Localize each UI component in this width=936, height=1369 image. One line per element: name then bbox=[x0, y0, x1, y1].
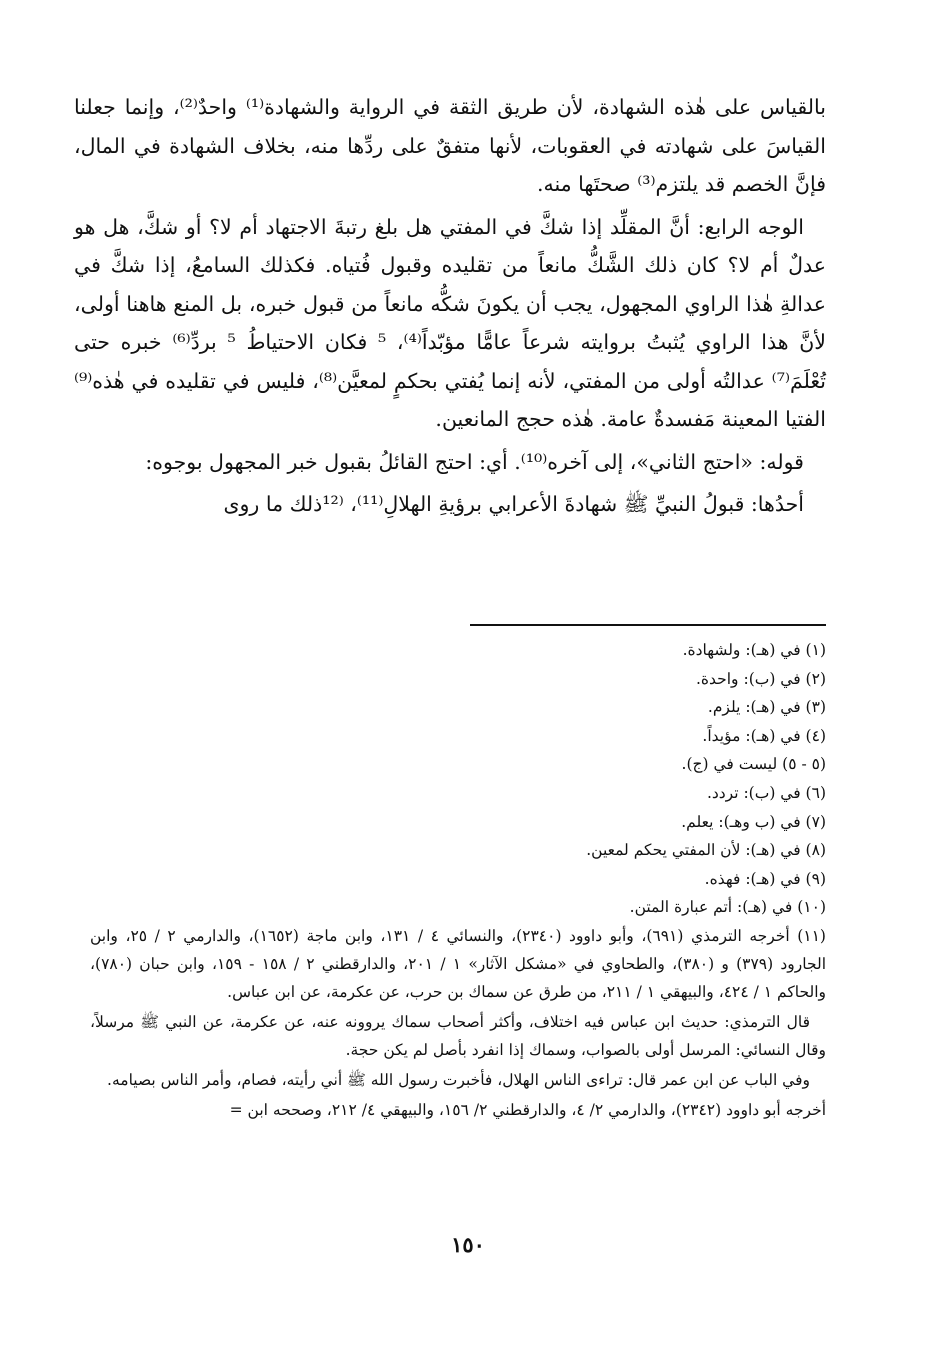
footnote-item-long: (١١) أخرجه الترمذي (٦٩١)، وأبو داوود (٢٣٤٠)، والنسائي ٤ / ١٣١، وابن ماجة (١٦٥٢)، والدارمي ٢ / ٢٥، وابن الجارود (٣٧٩) و (٣٨٠)، والطحاوي في «مشكل الآثار» ١ / ٢٠١، والدارقطني ٢ / ١٥٨ - ١٥٩، وابن حبان (٧٨٠)، والحاكم ١ / ٤٢٤، والبيهقي ١ / ٢١١، من طرق عن سماك بن حرب، عن عكرمة، عن ابن عباس. bbox=[90, 927, 827, 1001]
footnote-separator-rule bbox=[470, 624, 826, 626]
footnote-item: (٨) في (هـ): لأن المفتي يحكم لمعين. bbox=[586, 841, 826, 860]
footnote-item: (٦) في (ب): تردد. bbox=[706, 783, 826, 802]
footnote-commentary: وفي الباب عن ابن عمر قال: تراءى الناس الهلال، فأخبرت رسول الله ﷺ أني رأيته، فصام، وأمر الناس بصيامه. bbox=[107, 1071, 810, 1089]
footnotes-short-list bbox=[180, 636, 826, 922]
footnote-item: (٢) في (ب): واحدة. bbox=[695, 669, 826, 688]
main-text-body bbox=[74, 88, 826, 528]
footnote-item: (١) في (هـ): ولشهادة. bbox=[682, 641, 826, 659]
main-paragraph: الوجه الرابع: أنَّ المقلِّد إذا شكَّ في المفتي هل بلغ رتبةَ الاجتهاد أم لا؟ أو شكَّ، هل هو عدلٌ أم لا؟ كان ذلك الشَّكُّ مانعاً من تقليده وقبول فُتياه. فكذلك السامعُ، إذا شكَّ في عدالةِ هٰذا الراوي المجهول، يجب أن يكونَ شكُّه مانعاً من قبول خبره، بل المنع هاهنا أولى، لأنَّ هذا الراوي يُثبتُ بروايته شرعاً عامًّا مؤبّداً⁽⁴⁾، ⁵ فكان الاحتياطُ ⁵ بردِّ⁽⁶⁾ خبره حتى تُعْلَمَ⁽⁷⁾ عدالتُه أولى من المفتي، لأنه إنما يُفتي بحكمٍ لمعيَّن⁽⁸⁾، فليس في تقليده في هٰذه⁽⁹⁾ الفتيا المعينة مَفسدةٌ عامة. هٰذه حجج المانعين. bbox=[74, 214, 827, 431]
footnote-commentary: قال الترمذي: حديث ابن عباس فيه اختلاف، وأكثر أصحاب سماك يروونه عنه، عن عكرمة، عن النبي ﷺ مرسلاً، وقال النسائي: المرسل أولى بالصواب، وسماك إذا انفرد بأصل لم يكن حجة. bbox=[90, 1013, 826, 1059]
main-paragraph: قوله: «احتج الثاني»، إلى آخره⁽¹⁰⁾. أي: احتج القائلُ بقبول خبر المجهول بوجوه: bbox=[145, 449, 804, 474]
footnote-item: (٩) في (هـ): فهذه. bbox=[704, 869, 826, 888]
footnote-commentary: أخرجه أبو داوود (٢٣٤٢)، والدارمي ٢/ ٤، والدارقطني ٢/ ١٥٦، والبيهقي ٤/ ٢١٢، وصححه ابن = bbox=[229, 1101, 826, 1119]
footnote-item: (٥ - ٥) ليست في (ج). bbox=[681, 755, 826, 774]
main-paragraph: أحدُها: قبولُ النبيِّ ﷺ شهادةَ الأعرابي برؤيةِ الهلالِ⁽¹¹⁾، ⁽¹²ذلك ما روى bbox=[223, 492, 804, 516]
footnote-item: (١٠) في (هـ): أتم عبارة المتن. bbox=[629, 898, 826, 917]
footnotes-long-block bbox=[90, 922, 826, 1126]
footnote-item: (٤) في (هـ): مؤيداً. bbox=[702, 726, 826, 745]
page-number: ١٥٠ bbox=[451, 1232, 485, 1257]
main-paragraph: بالقياس على هٰذه الشهادة، لأن طريق الثقة في الرواية والشهادة⁽¹⁾ واحدٌ⁽²⁾، وإنما جعلنا القياسَ على شهادته في العقوبات، لأنها متفقٌ على ردِّها منه، بخلاف الشهادة في المال، فإنَّ الخصم قد يلتزم⁽³⁾ صحتَها منه. bbox=[74, 95, 826, 196]
footnote-item: (٣) في (هـ): يلزم. bbox=[707, 698, 826, 717]
footnote-item: (٧) في (ب وهـ): يعلم. bbox=[681, 812, 826, 831]
